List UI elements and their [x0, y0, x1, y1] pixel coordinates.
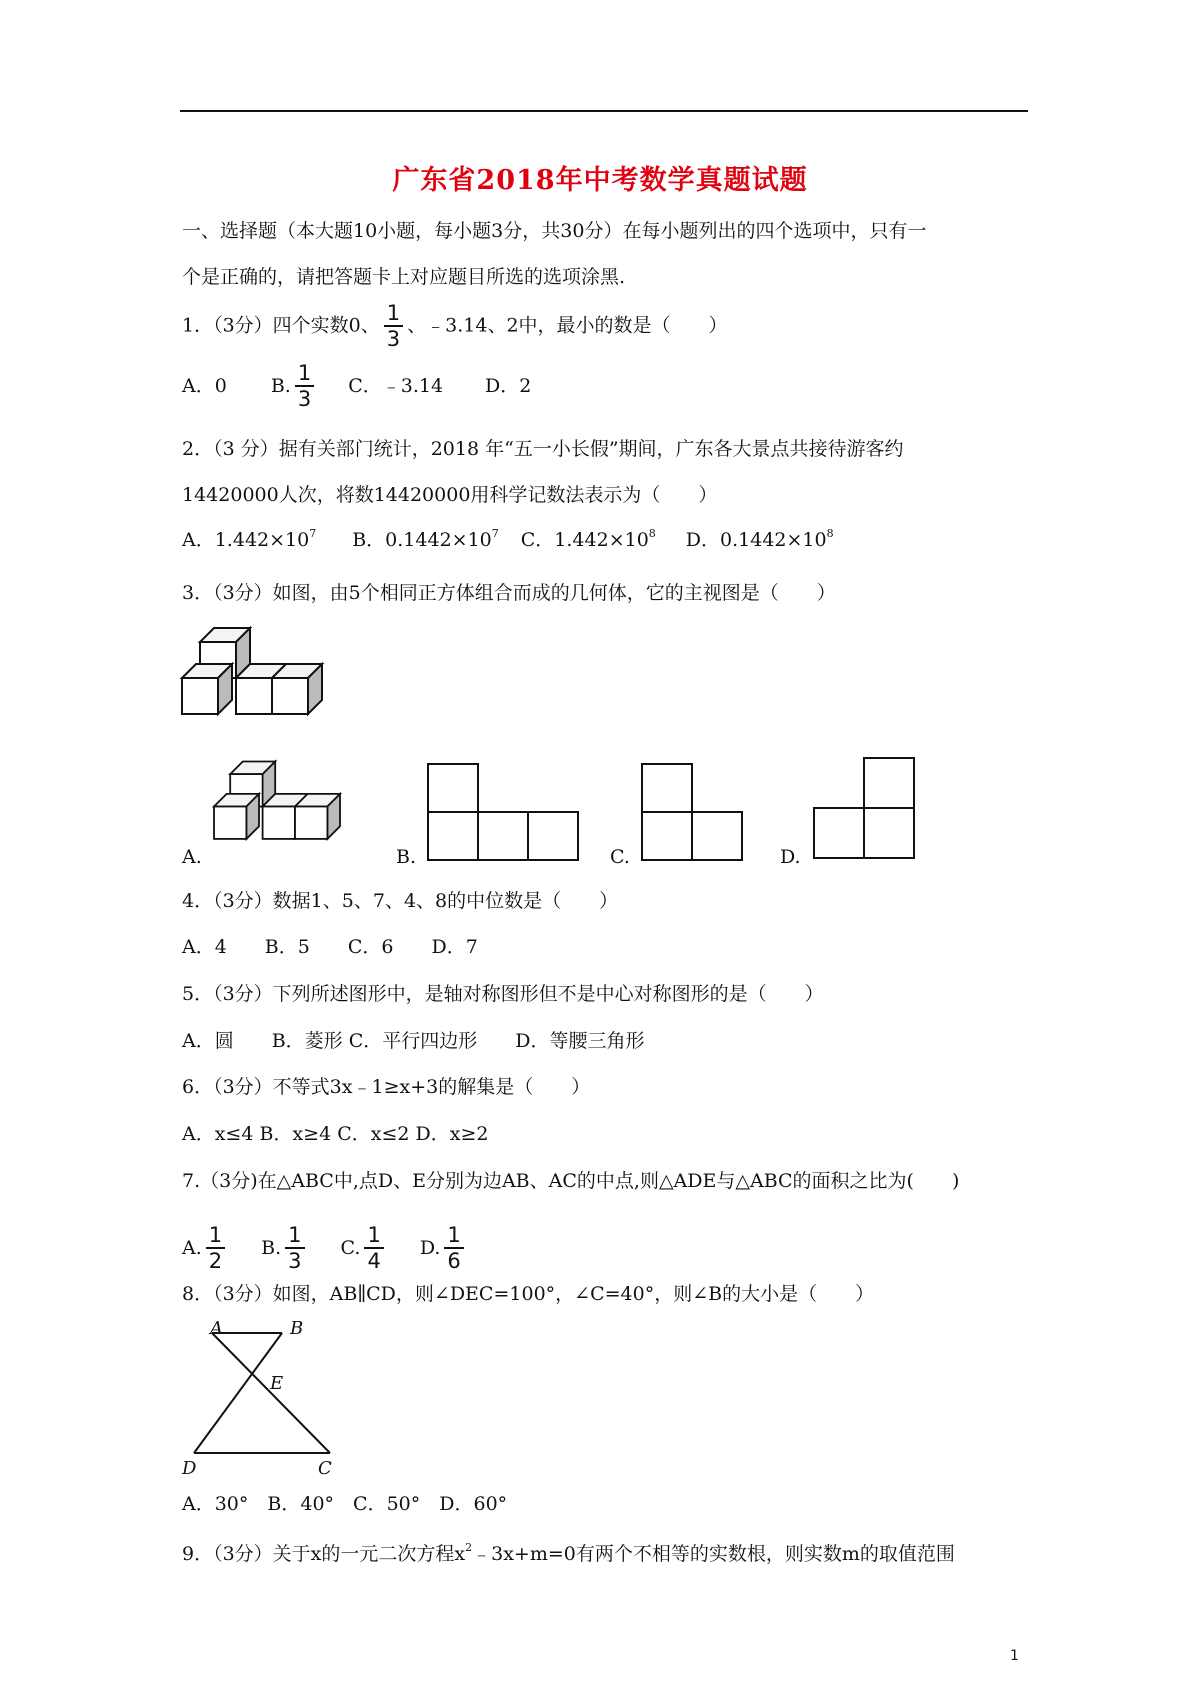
section-intro-line1: 一、选择题（本大题10小题，每小题3分，共30分）在每小题列出的四个选项中，只有一: [182, 220, 927, 242]
q8-stem: 8．（3分）如图，AB∥CD，则∠DEC=100°，∠C=40°，则∠B的大小是（ ）: [182, 1283, 875, 1305]
q7-stem: 7.（3分)在△ABC中,点D、E分别为边AB、AC的中点,则△ADE与△ABC的面积之比为( ): [182, 1170, 960, 1192]
q8-label-c: C: [318, 1458, 332, 1479]
page-number: 1: [1010, 1648, 1019, 1664]
q3-option-a-label[interactable]: A.: [182, 846, 202, 868]
q2-option-d[interactable]: D．$0.1442\times 10^8$: [685, 527, 834, 551]
q2-stem-line2: 14420000人次，将数14420000用科学记数法表示为（ ）: [182, 484, 718, 506]
q2-options: [182, 528, 834, 550]
q2-option-c[interactable]: C．$1.442\times 10^8$: [520, 527, 656, 551]
q1-option-a[interactable]: A．0: [182, 374, 227, 397]
q1-options: [182, 363, 531, 410]
header-rule: [180, 110, 1028, 112]
section-intro-line2: 个是正确的，请把答题卡上对应题目所选的选项涂黑.: [182, 266, 626, 288]
q5-options[interactable]: A．圆 B．菱形 C．平行四边形 D．等腰三角形: [182, 1030, 645, 1052]
page-title: 广东省2018年中考数学真题试题: [392, 165, 808, 196]
q1-stem: 1．（3分）四个实数0、 $\frac{1}{3}$ 、﹣3.14、2中，最小的数是（ ）: [182, 301, 728, 351]
q7-option-c[interactable]: C. $\frac{1}{4}$: [341, 1225, 388, 1272]
q8-label-a: A: [210, 1318, 223, 1339]
q3-option-c-figure[interactable]: [642, 762, 762, 862]
q3-stem: 3．（3分）如图，由5个相同正方体组合而成的几何体，它的主视图是（ ）: [182, 582, 836, 604]
q1-option-c[interactable]: C．﹣3.14: [348, 374, 444, 397]
q6-options[interactable]: A．x≤4 B．x≥4 C．x≤2 D．x≥2: [182, 1123, 489, 1145]
q8-label-e: E: [270, 1373, 284, 1394]
q3-option-b-figure[interactable]: [428, 762, 588, 862]
q1-option-b[interactable]: B. $\frac{1}{3}$: [271, 363, 318, 410]
q8-label-b: B: [290, 1318, 304, 1339]
q4-stem: 4．（3分）数据1、5、7、4、8的中位数是（ ）: [182, 890, 619, 912]
q3-option-a-figure[interactable]: [214, 756, 394, 866]
q7-option-d[interactable]: D. $\frac{1}{6}$: [420, 1225, 468, 1272]
q2-option-b[interactable]: B．$0.1442\times 10^7$: [352, 527, 499, 551]
q1-fraction: $\frac{1}{3}$: [384, 303, 403, 350]
q7-option-a[interactable]: A. $\frac{1}{2}$: [182, 1225, 229, 1272]
q3-option-b-label[interactable]: B.: [396, 846, 417, 868]
q6-stem: 6．（3分）不等式3x﹣1≥x+3的解集是（ ）: [182, 1076, 591, 1098]
q4-options[interactable]: A．4 B．5 C．6 D．7: [182, 936, 478, 958]
q3-option-c-label[interactable]: C.: [610, 846, 630, 868]
q7-option-b[interactable]: B. $\frac{1}{3}$: [261, 1225, 308, 1272]
q5-stem: 5．（3分）下列所述图形中，是轴对称图形但不是中心对称图形的是（ ）: [182, 983, 824, 1005]
q3-cube-figure: [182, 624, 382, 742]
q3-option-d-figure[interactable]: [812, 756, 932, 860]
q2-stem-line1: 2．（3 分）据有关部门统计，2018 年“五一小长假”期间，广东各大景点共接待游客约: [182, 438, 904, 460]
q1-option-d[interactable]: D．2: [485, 374, 532, 397]
q7-options: [182, 1225, 468, 1272]
q8-label-d: D: [182, 1458, 197, 1479]
q9-stem: 9．（3分）关于x的一元二次方程$x^2﹣3x+m=0$有两个不相等的实数根，则实数m的取值范围: [182, 1541, 955, 1565]
q2-option-a[interactable]: A．$1.442\times 10^7$: [182, 527, 317, 551]
q8-options[interactable]: A．30° B．40° C．50° D．60°: [182, 1493, 508, 1515]
q3-option-d-label[interactable]: D.: [780, 846, 801, 868]
